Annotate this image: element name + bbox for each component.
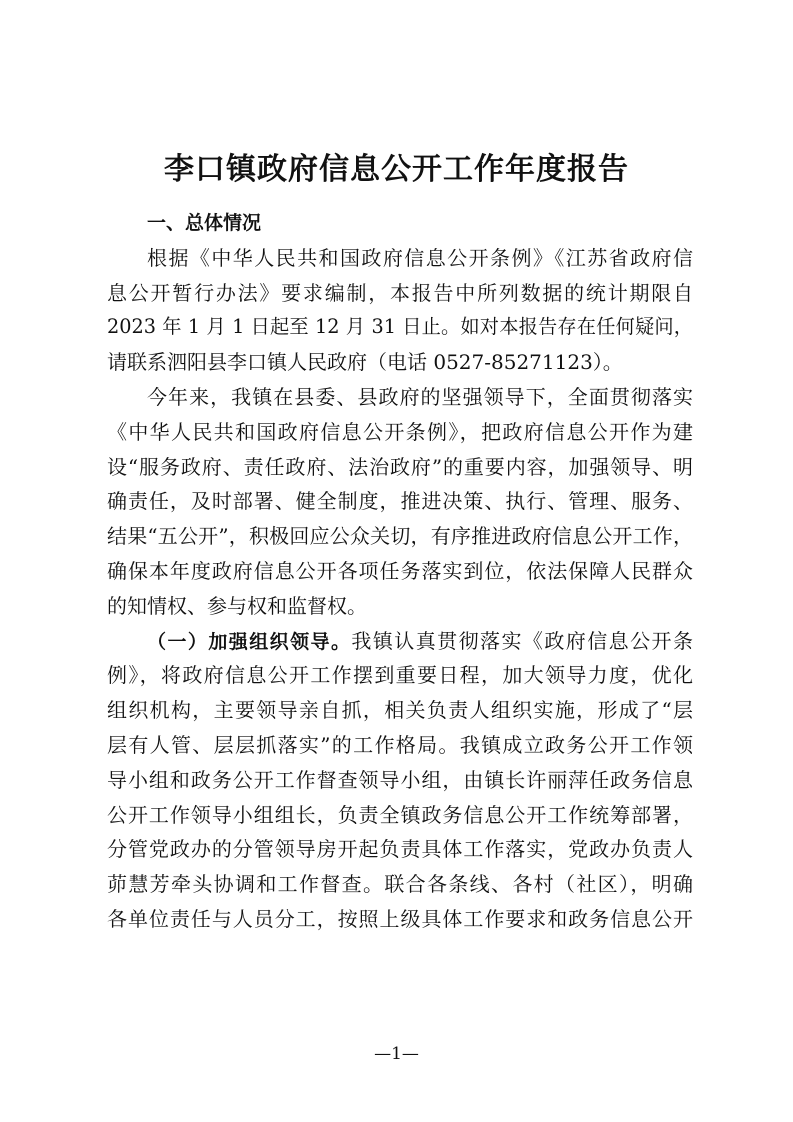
paragraph-line: 确责任，及时部署、健全制度，推进决策、执行、管理、服务、	[107, 489, 693, 514]
paragraph-line: 确保本年度政府信息公开各项任务落实到位，依法保障人民群众	[107, 558, 693, 583]
paragraph-line: 设“服务政府、责任政府、法治政府”的重要内容，加强领导、明	[107, 454, 693, 479]
paragraph-line: 息公开暂行办法》要求编制，本报告中所列数据的统计期限自	[107, 280, 693, 305]
paragraph-line-rest: 我镇认真贯彻落实《政府信息公开条	[351, 628, 693, 653]
section-heading-overview: 一、总体情况	[147, 212, 262, 234]
paragraph-line: 导小组和政务公开工作督查领导小组，由镇长许丽萍任政务信息	[107, 767, 693, 792]
page-number: —1—	[374, 1044, 419, 1064]
paragraph-line: 根据《中华人民共和国政府信息公开条例》《江苏省政府信	[147, 245, 693, 270]
paragraph-line: 公开工作领导小组组长，负责全镇政务信息公开工作统筹部署，	[107, 802, 693, 827]
paragraph-line: 分管党政办的分管领导房开起负责具体工作落实，党政办负责人	[107, 837, 693, 862]
paragraph-line: 今年来，我镇在县委、县政府的坚强领导下，全面贯彻落实	[147, 384, 693, 409]
paragraph-line: 《中华人民共和国政府信息公开条例》，把政府信息公开作为建	[107, 419, 693, 444]
paragraph-line: 茆慧芳牵头协调和工作督查。联合各条线、各村（社区），明确	[107, 872, 693, 897]
paragraph-line-with-heading	[107, 624, 693, 659]
paragraph-line: 2023 年 1 月 1 日起至 12 月 31 日止。如对本报告存在任何疑问，	[107, 315, 693, 339]
paragraph-line: 例》，将政府信息公开工作摆到重要日程，加大领导力度，优化	[107, 663, 693, 688]
paragraph-line: 请联系泗阳县李口镇人民政府（电话 0527-85271123）。	[107, 350, 623, 375]
paragraph-line: 结果“五公开”，积极回应公众关切，有序推进政府信息公开工作，	[107, 524, 693, 549]
document-body	[107, 206, 693, 937]
subsection-heading-organization: （一）加强组织领导。	[147, 630, 352, 653]
paragraph-line: 层有人管、层层抓落实”的工作格局。我镇成立政务公开工作领	[107, 732, 693, 757]
paragraph-line: 各单位责任与人员分工，按照上级具体工作要求和政务信息公开	[107, 906, 693, 931]
paragraph-line: 的知情权、参与权和监督权。	[107, 593, 367, 618]
paragraph-line: 组织机构，主要领导亲自抓，相关负责人组织实施，形成了“层	[107, 698, 693, 723]
document-title: 李口镇政府信息公开工作年度报告	[164, 152, 629, 187]
